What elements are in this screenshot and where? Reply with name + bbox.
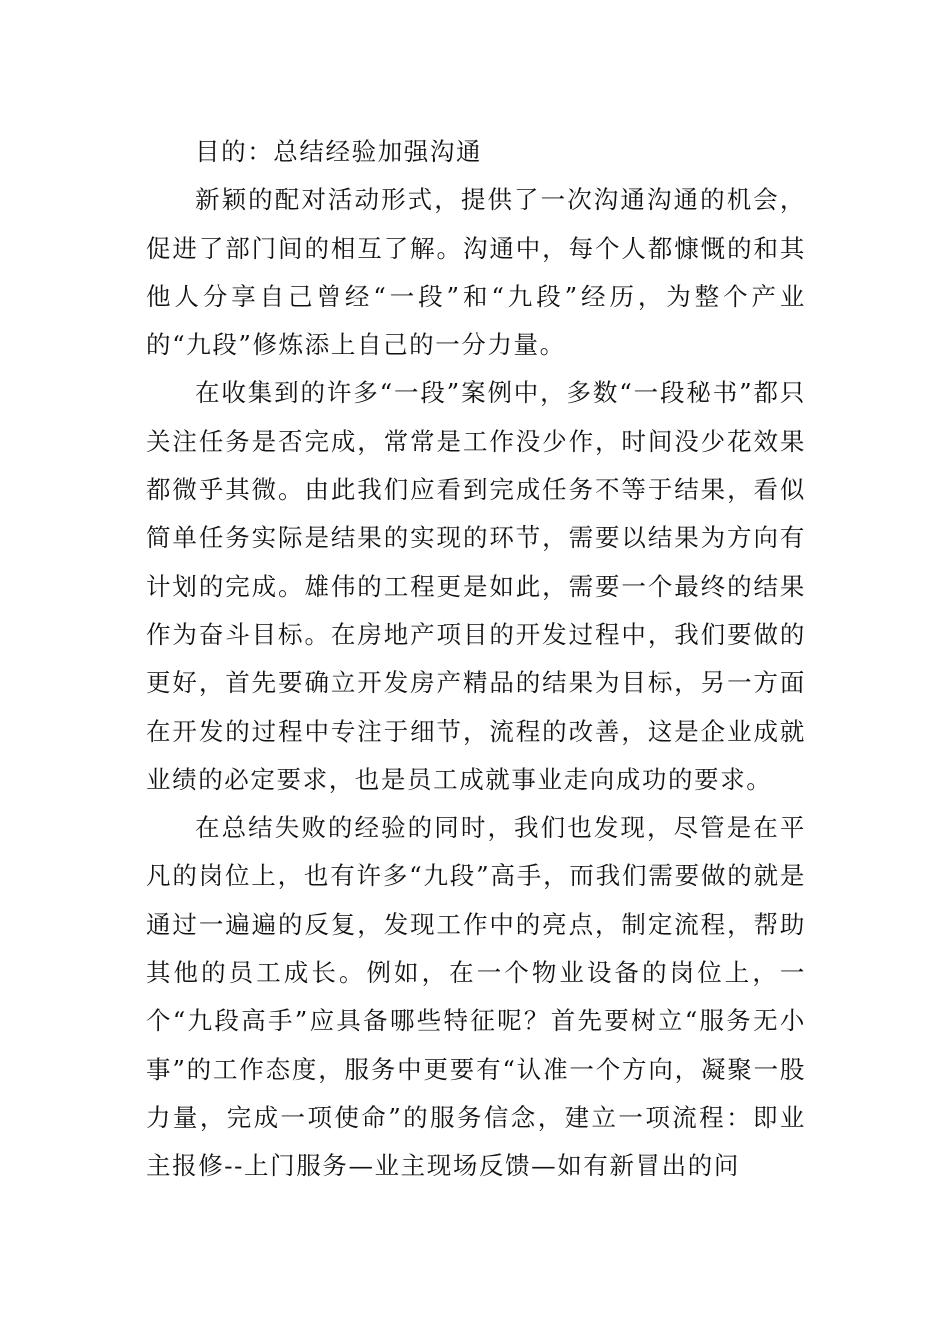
paragraph-pairing-activity: 新颖的配对活动形式，提供了一次沟通沟通的机会，促进了部门间的相互了解。沟通中，每个人都慷慨的和其他人分享自己曾经“一段”和“九段”经历，为整个产业的“九段”修炼添上自己的一分力量。 <box>146 185 806 360</box>
paragraph-ninth-level-experts: 在总结失败的经验的同时，我们也发现，尽管是在平凡的岗位上，也有许多“九段”高手，而我们需要做的就是通过一遍遍的反复，发现工作中的亮点，制定流程，帮助其他的员工成长。例如，在一个物业设备的岗位上，一个“九段高手”应具备哪些特征呢？首先要树立“服务无小事”的工作态度，服务中更要有“认准一个方向，凝聚一股力量，完成一项使命”的服务信念，建立一项流程：即业主报修--上门服务—业主现场反馈—如有新冒出的问 <box>146 813 806 1181</box>
paragraph-first-level-cases: 在收集到的许多“一段”案例中，多数“一段秘书”都只关注任务是否完成，常常是工作没少作，时间没少花效果都微乎其微。由此我们应看到完成任务不等于结果，看似简单任务实际是结果的实现的环节，需要以结果为方向有计划的完成。雄伟的工程更是如此，需要一个最终的结果作为奋斗目标。在房地产项目的开发过程中，我们要做的更好，首先要确立开发房产精品的结果为目标，另一方面在开发的过程中专注于细节，流程的改善，这是企业成就业绩的必定要求，也是员工成就事业走向成功的要求。 <box>146 378 806 794</box>
document-body <box>146 128 806 1191</box>
paragraph-purpose: 目的：总结经验加强沟通 <box>195 137 483 166</box>
